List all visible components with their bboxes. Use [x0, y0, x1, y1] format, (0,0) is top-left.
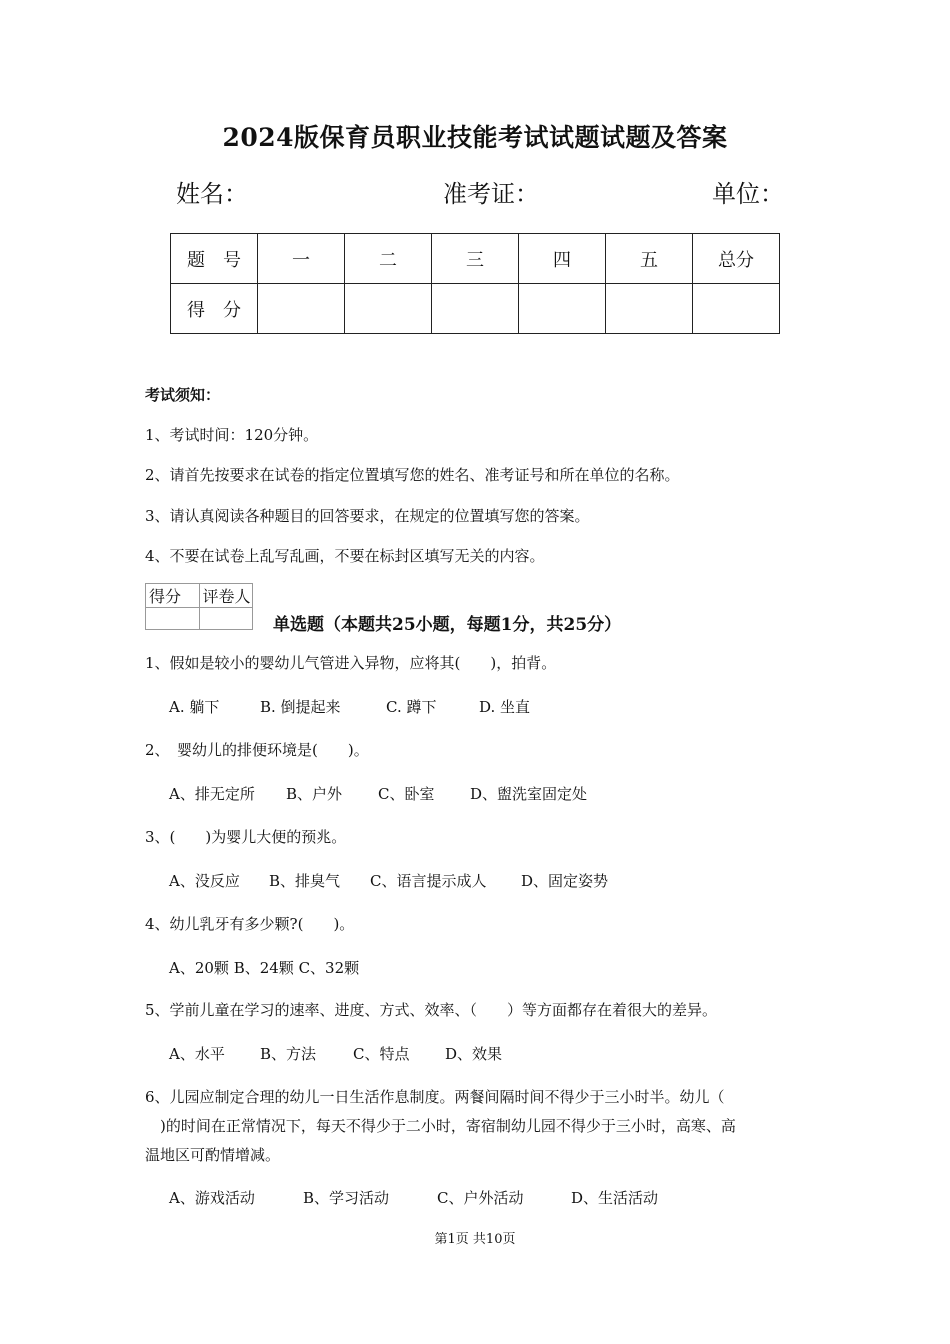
name-label: 姓名： — [176, 180, 248, 208]
question-option: D. 坐直 — [479, 698, 531, 716]
question-option: C. 蹲下 — [386, 698, 437, 716]
score-table-header-cell: 二 — [345, 234, 432, 284]
grader-box — [145, 583, 253, 630]
score-table-score-row — [171, 284, 780, 334]
grader-score-cell — [146, 608, 200, 630]
grader-score-label: 得分 — [146, 584, 200, 608]
question-option: D、效果 — [445, 1045, 503, 1063]
score-table-header-cell: 三 — [432, 234, 519, 284]
question-option: C、语言提示成人 — [370, 872, 487, 890]
score-table-header-cell: 总分 — [693, 234, 780, 284]
score-table-header-cell: 题 号 — [171, 234, 258, 284]
notice-item: 2、请首先按要求在试卷的指定位置填写您的姓名、准考证号和所在单位的名称。 — [145, 466, 680, 484]
question-option: A、排无定所 — [169, 785, 255, 803]
score-table-header-cell: 五 — [606, 234, 693, 284]
score-row-label: 得 分 — [171, 284, 258, 334]
section-title: 单选题（本题共25小题，每题1分，共25分） — [273, 615, 622, 635]
score-table — [170, 233, 780, 334]
question-option: D、盥洗室固定处 — [470, 785, 588, 803]
notice-item: 4、不要在试卷上乱写乱画，不要在标封区填写无关的内容。 — [145, 547, 545, 565]
page-footer: 第1页 共10页 — [434, 1232, 516, 1247]
question-option: B、户外 — [286, 785, 343, 803]
question-option: C、卧室 — [378, 785, 435, 803]
question-option: A、水平 — [169, 1045, 225, 1063]
question-option: B、学习活动 — [303, 1189, 390, 1207]
question-stem: )的时间在正常情况下，每天不得少于二小时，寄宿制幼儿园不得少于三小时，高寒、高 — [145, 1117, 736, 1135]
question-option: A、20颗 B、24颗 C、32颗 — [169, 959, 360, 977]
question-option: B、排臭气 — [269, 872, 341, 890]
score-cell — [519, 284, 606, 334]
score-cell — [693, 284, 780, 334]
notice-item: 1、考试时间：120分钟。 — [145, 426, 319, 444]
grader-name-cell — [199, 608, 253, 630]
score-cell — [432, 284, 519, 334]
question-option: A、游戏活动 — [169, 1189, 255, 1207]
question-stem: 4、幼儿乳牙有多少颗?( )。 — [145, 915, 355, 933]
question-option: C、户外活动 — [437, 1189, 524, 1207]
question-stem: 6、儿园应制定合理的幼儿一日生活作息制度。两餐间隔时间不得少于三小时半。幼儿（ — [145, 1088, 725, 1106]
question-stem: 1、假如是较小的婴幼儿气管进入异物，应将其( )，拍背。 — [145, 654, 557, 672]
question-option: B. 倒提起来 — [260, 698, 341, 716]
question-stem: 温地区可酌情增减。 — [145, 1146, 281, 1164]
page-title: 2024版保育员职业技能考试试题试题及答案 — [222, 123, 728, 152]
question-option: D、固定姿势 — [521, 872, 609, 890]
exam-number-label: 准考证： — [443, 180, 539, 208]
question-stem: 2、 婴幼儿的排便环境是( )。 — [145, 741, 369, 759]
unit-label: 单位： — [712, 180, 784, 208]
score-table-header-cell: 四 — [519, 234, 606, 284]
question-option: A、没反应 — [169, 872, 240, 890]
score-table-header-cell: 一 — [258, 234, 345, 284]
question-stem: 3、( )为婴儿大便的预兆。 — [145, 828, 347, 846]
grader-name-label: 评卷人 — [199, 584, 253, 608]
score-cell — [606, 284, 693, 334]
question-option: B、方法 — [260, 1045, 317, 1063]
notice-heading: 考试须知： — [145, 386, 221, 404]
question-option: D、生活活动 — [571, 1189, 659, 1207]
question-stem: 5、学前儿童在学习的速率、进度、方式、效率、（ ）等方面都存在着很大的差异。 — [145, 1001, 718, 1019]
notice-item: 3、请认真阅读各种题目的回答要求，在规定的位置填写您的答案。 — [145, 507, 590, 525]
score-cell — [345, 284, 432, 334]
question-option: C、特点 — [353, 1045, 410, 1063]
score-table-header-row — [171, 234, 780, 284]
score-cell — [258, 284, 345, 334]
question-option: A. 躺下 — [169, 698, 220, 716]
